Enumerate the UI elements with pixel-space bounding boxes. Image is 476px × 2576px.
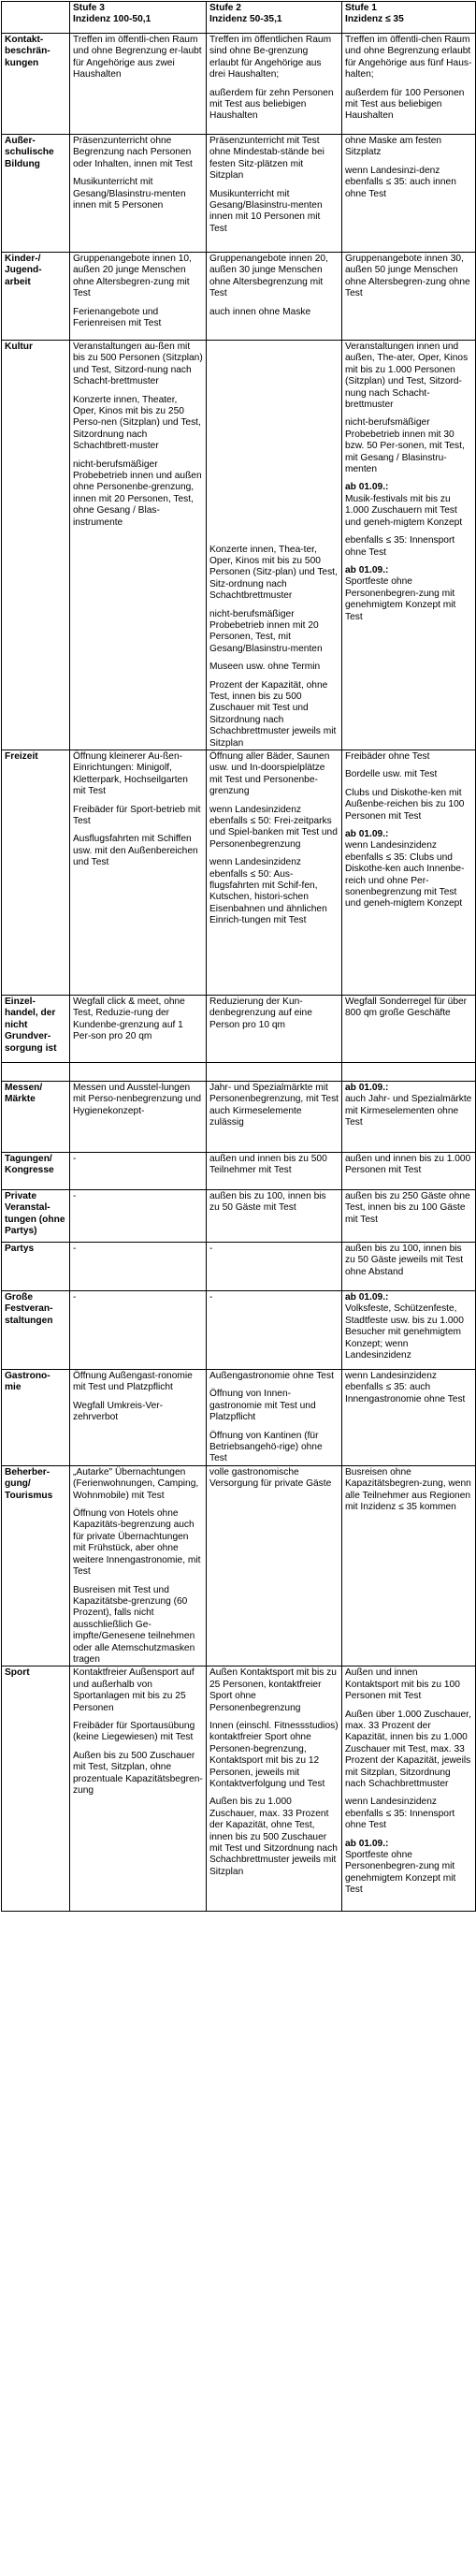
cell-text: Wegfall Sonderregel für über 800 qm große Geschäfte	[345, 997, 468, 1019]
cell-text: Präsenzunterricht mit Test ohne Mindestab-stände bei festen Sitz-plätzen mit Sitzplan	[209, 136, 325, 182]
table-cell	[70, 1190, 207, 1243]
cell-text: Treffen im öffentli-chen Raum und ohne Begrenzung er-laubt für Angehörige aus zwei Haushalten	[73, 35, 202, 80]
cell-text: Museen usw. ohne Termin	[209, 662, 321, 673]
spacer-row	[2, 1063, 476, 1082]
table-cell	[70, 1465, 207, 1666]
table-row	[2, 1243, 476, 1291]
cell-text: ebenfalls ≤ 35: Innensport ohne Test	[345, 535, 455, 558]
row-label: Tagungen/ Kongresse	[2, 1153, 70, 1190]
date-marker: ab 01.09.:	[345, 482, 389, 493]
cell-text: -	[209, 1244, 213, 1254]
table-cell	[207, 1666, 342, 1912]
cell-text: Treffen im öffentlichen Raum sind ohne Be-grenzung erlaubt für Angehörige aus drei Haushalten;	[209, 35, 332, 80]
table-cell	[342, 1370, 476, 1466]
row-label: Kultur	[2, 341, 70, 750]
table-cell	[207, 1082, 342, 1153]
table-cell	[207, 1190, 342, 1243]
cell-text: Jahr- und Spezialmärkte mit Personenbegrenzung, mit Test auch Kirmeselemente zulässig	[209, 1083, 339, 1128]
cell-text: Innen (einschl. Fitnessstudios) kontaktfreier Sport ohne Personen-begrenzung, Kontaktsport mit bis zu 12 Personen, jeweils mit Kontaktverfolgung und Test	[209, 1720, 339, 1789]
cell-text: Bordelle usw. mit Test	[345, 769, 438, 780]
cell-text: Gruppenangebote innen 20, außen 30 junge Menschen ohne Altersbegrenzung mit Test	[209, 254, 328, 299]
cell-text: Öffnung aller Bäder, Saunen usw. und In-doorspielplätze mit Test und Personenbe-grenzung	[209, 751, 330, 797]
cell-text: Außen Kontaktsport mit bis zu 25 Personen, kontaktfreier Sport ohne Personenbegrenzung	[209, 1667, 337, 1713]
cell-text: Gruppenangebote innen 10, außen 20 junge Menschen ohne Altersbegren-zung mit Test	[73, 254, 192, 299]
cell-text: Veranstaltungen au-ßen mit bis zu 500 Personen (Sitzplan) und Test, Sitzord-nung nach Schacht-brettmuster	[73, 342, 203, 387]
cell-text: Veranstaltungen innen und außen, The-ater, Oper, Kinos mit bis zu 1.000 Personen (Sitzplan) und Test, Sitzord-nung nach Schacht-brettmuster	[345, 342, 469, 411]
table-cell	[342, 750, 476, 996]
row-label: Einzel-handel, der nicht Grundver-sorgung ist	[2, 996, 70, 1063]
table-cell	[207, 135, 342, 253]
cell-text: Busreisen mit Test und Kapazitätsbe-grenzung (60 Prozent), falls nicht ausschließlich Ge-impfte/Genesene teilnehmen oder alle Atemschutzmasken tragen	[73, 1584, 195, 1665]
cell-text: außen und innen bis zu 1.000 Personen mit Test	[345, 1154, 471, 1176]
cell-text: außen bis zu 250 Gäste ohne Test, innen bis zu 100 Gäste mit Test	[345, 1191, 470, 1225]
table-cell	[70, 253, 207, 341]
cell-text: Musikunterricht mit Gesang/Blasinstru-menten innen mit 5 Personen	[73, 177, 186, 211]
cell-text: Konzerte innen, Theater, Oper, Kinos mit bis zu 250 Perso-nen (Sitzplan) und Test, Sitzordnung nach Schachtbrett-muster	[73, 394, 201, 452]
table-cell	[207, 1465, 342, 1666]
cell-text: wenn Landesinzidenz ebenfalls ≤ 35: auch Innengastronomie ohne Test	[345, 1371, 466, 1404]
table-row	[2, 341, 476, 750]
table-cell	[70, 1666, 207, 1912]
table-cell	[70, 1243, 207, 1291]
cell-text: Prozent der Kapazität, ohne Test, innen bis zu 500 Zuschauer mit Test und Sitzordnung nach Schachbrettmuster jeweils mit Sitzplan	[209, 679, 337, 749]
table-cell	[70, 1082, 207, 1153]
table-row	[2, 996, 476, 1063]
cell-text: Volksfeste, Schützenfeste, Stadtfeste usw. bis zu 1.000 Besucher mit genehmigtem Konzept; wenn Landesinzidenz	[345, 1303, 464, 1361]
cell-text: Außen und innen Kontaktsport mit bis zu 100 Personen mit Test	[345, 1667, 460, 1702]
table-row	[2, 34, 476, 135]
cell-text: außen und innen bis zu 500 Teilnehmer mit Test	[209, 1154, 327, 1176]
row-label: Große Festveran-staltungen	[2, 1291, 70, 1370]
row-label: Gastrono-mie	[2, 1370, 70, 1466]
cell-text: nicht-berufsmäßiger Probebetrieb innen und außen ohne Personenbe-grenzung, innen mit 20 Personen, Test, ohne Gesang / Blas-instrumente	[73, 458, 202, 528]
table-cell	[70, 1291, 207, 1370]
table-cell	[342, 1153, 476, 1190]
row-label: Beherber-gung/ Tourismus	[2, 1465, 70, 1666]
row-label: Messen/ Märkte	[2, 1082, 70, 1153]
cell-text: außen bis zu 100, innen bis zu 50 Gäste jeweils mit Test ohne Abstand	[345, 1244, 464, 1277]
cell-text: Öffnung Außengast-ronomie mit Test und Platzpflicht	[73, 1371, 193, 1393]
table-cell	[207, 750, 342, 996]
header-stufe-2-title: Stufe 2	[209, 3, 241, 13]
spacer-cell	[70, 1063, 207, 1082]
table-row	[2, 1666, 476, 1912]
header-stufe-1-title: Stufe 1	[345, 3, 377, 13]
table-cell	[207, 1370, 342, 1466]
table-cell	[342, 1465, 476, 1666]
measures-table	[1, 1, 476, 1912]
spacer-cell	[342, 1063, 476, 1082]
cell-text: volle gastronomische Versorgung für private Gäste	[209, 1466, 332, 1490]
table-row	[2, 1370, 476, 1466]
date-marker: ab 01.09.:	[345, 1838, 389, 1849]
header-stufe-2-incidence: Inzidenz 50-35,1	[209, 14, 282, 25]
table-cell	[342, 1082, 476, 1153]
cell-text: außerdem für 100 Personen mit Test aus beliebigen Haushalten	[345, 87, 465, 122]
table-row	[2, 135, 476, 253]
cell-text: Öffnung von Kantinen (für Betriebsangehö-rige) ohne Test	[209, 1430, 323, 1464]
cell-text: Außengastronomie ohne Test	[209, 1371, 334, 1381]
cell-text: -	[73, 1154, 77, 1164]
date-marker: ab 01.09.:	[345, 1292, 389, 1303]
table-row	[2, 1190, 476, 1243]
table-cell	[207, 341, 342, 750]
cell-text: ohne Maske am festen Sitzplatz	[345, 136, 442, 158]
cell-text: Treffen im öffentli-chen Raum und ohne Begrenzung erlaubt für Angehörige aus fünf Haus-halten;	[345, 35, 472, 80]
cell-text: Öffnung kleinerer Au-ßen-Einrichtungen: Minigolf, Kletterpark, Hochseilgarten mit Test	[73, 751, 188, 797]
cell-text: wenn Landesinzidenz ebenfalls ≤ 50: Aus-flugsfahrten mit Schif-fen, Kutschen, histori-schen Eisenbahnen und ähnlichen Einrich-tungen mit Test	[209, 857, 327, 926]
cell-text: wenn Landesinzidenz ebenfalls ≤ 35: Innensport ohne Test	[345, 1797, 455, 1831]
cell-text: Musik-festivals mit bis zu 1.000 Zuschauern mit Test und geneh-migtem Konzept	[345, 493, 463, 528]
cell-text: -	[73, 1292, 77, 1303]
row-label: Private Veranstal-tungen (ohne Partys)	[2, 1190, 70, 1243]
table-row	[2, 1291, 476, 1370]
document-page	[0, 1, 476, 2576]
table-cell	[207, 996, 342, 1063]
cell-text: Außen bis zu 1.000 Zuschauer, max. 33 Prozent der Kapazität, ohne Test, innen bis zu 500 Zuschauer mit Test und Sitzordnung nach Schachbrettmuster jeweils mit Sitzplan	[209, 1797, 338, 1877]
table-cell	[207, 1291, 342, 1370]
header-row	[2, 2, 476, 34]
cell-text: wenn Landesinzidenz ebenfalls ≤ 50: Frei-zeitparks und Spiel-banken mit Test und Personenbegrenzung	[209, 804, 338, 850]
cell-text: Präsenzunterricht ohne Begrenzung nach Personen oder Inhalten, innen mit Test	[73, 136, 193, 169]
cell-text: -	[73, 1191, 77, 1201]
cell-text: außen bis zu 100, innen bis zu 50 Gäste mit Test	[209, 1191, 326, 1214]
table-row	[2, 1153, 476, 1190]
header-stufe-3-incidence: Inzidenz 100-50,1	[73, 14, 151, 25]
cell-text: Wegfall Umkreis-Ver-zehrverbot	[73, 1400, 164, 1423]
table-cell	[342, 135, 476, 253]
table-cell	[70, 34, 207, 135]
cell-text: auch Jahr- und Spezialmärkte mit Kirmeselementen ohne Test	[345, 1094, 472, 1128]
date-marker: ab 01.09.:	[345, 829, 389, 840]
row-label: Sport	[2, 1666, 70, 1912]
cell-text: -	[73, 1244, 77, 1254]
cell-text: Clubs und Diskothe-ken mit Außenbe-reichen bis zu 100 Personen mit Test	[345, 787, 465, 822]
cell-text: Reduzierung der Kun-denbegrenzung auf eine Person pro 10 qm	[209, 997, 312, 1030]
cell-text: Außen bis zu 500 Zuschauer mit Test, Sitzplan, ohne prozentuale Kapazitätsbegren-zung	[73, 1750, 203, 1796]
table-cell	[70, 996, 207, 1063]
cell-text: auch innen ohne Maske	[209, 306, 311, 317]
table-cell	[207, 253, 342, 341]
table-cell	[342, 341, 476, 750]
cell-text: Konzerte innen, Thea-ter, Oper, Kinos mit bis zu 500 Personen (Sitz-plan) und Test, Sitz-ordnung nach Schachtbrettmuster	[209, 544, 338, 602]
table-cell	[70, 750, 207, 996]
date-marker: ab 01.09.:	[345, 564, 389, 575]
table-row	[2, 1465, 476, 1666]
header-stufe-3	[70, 2, 207, 34]
cell-text: wenn Landesinzidenz ebenfalls ≤ 35: Clubs und Diskothe-ken auch Innenbe-reich und ohne Per-sonenbegrenzung mit Test und geneh-migtem Konzept	[345, 840, 465, 910]
cell-text: Öffnung von Hotels ohne Kapazitäts-begrenzung auch für private Übernachtungen mit Frühstück, aber ohne weitere Innengastronomie, mit Test	[73, 1508, 201, 1578]
row-label: Außer-schulische Bildung	[2, 135, 70, 253]
table-cell	[342, 1666, 476, 1912]
table-cell	[70, 1370, 207, 1466]
cell-text: -	[209, 1292, 213, 1303]
table-cell	[342, 34, 476, 135]
table-row	[2, 1082, 476, 1153]
table-cell	[342, 1291, 476, 1370]
spacer-cell	[207, 1063, 342, 1082]
cell-text: Musikunterricht mit Gesang/Blasinstru-menten innen mit 10 Personen mit Test	[209, 188, 323, 234]
cell-text: Kontaktfreier Außensport auf und außerhalb von Sportanlagen mit bis zu 25 Personen	[73, 1667, 195, 1713]
cell-text: wenn Landesinzi-denz ebenfalls ≤ 35: auch innen ohne Test	[345, 165, 456, 199]
cell-text: Busreisen ohne Kapazitätsbegren-zung, wenn alle Teilnehmer aus Regionen mit Inzidenz ≤ 35 kommen	[345, 1466, 471, 1513]
row-label: Kinder-/ Jugend-arbeit	[2, 253, 70, 341]
table-cell	[342, 1243, 476, 1291]
row-label: Partys	[2, 1243, 70, 1291]
header-stufe-1	[342, 2, 476, 34]
cell-text: Ferienangebote und Ferienreisen mit Test	[73, 306, 162, 329]
table-row	[2, 253, 476, 341]
cell-text: Sportfeste ohne Personenbegren-zung mit genehmigtem Konzept mit Test	[345, 1850, 456, 1896]
table-cell	[207, 1153, 342, 1190]
table-cell	[207, 1243, 342, 1291]
row-label: Kontakt-beschrän-kungen	[2, 34, 70, 135]
header-stufe-3-title: Stufe 3	[73, 3, 105, 13]
table-cell	[342, 253, 476, 341]
cell-text: Sportfeste ohne Personenbegren-zung mit genehmigtem Konzept mit Test	[345, 576, 456, 622]
cell-text: Freibäder für Sportausübung (keine Liegewiesen) mit Test	[73, 1720, 195, 1743]
cell-text: Öffnung von Innen-gastronomie mit Test und Platzpflicht	[209, 1389, 316, 1423]
date-marker: ab 01.09.:	[345, 1083, 389, 1093]
table-cell	[70, 135, 207, 253]
spacer-cell	[2, 1063, 70, 1082]
cell-text: „Autarke" Übernachtungen (Ferienwohnungen, Camping, Wohnmobile) mit Test	[73, 1466, 199, 1501]
cell-text: außerdem für zehn Personen mit Test aus beliebigen Haushalten	[209, 87, 334, 122]
header-corner	[2, 2, 70, 34]
cell-text: nicht-berufsmäßiger Probebetrieb innen mit 20 Personen, Test, mit Gesang/Blasinstru-menten	[209, 608, 323, 654]
cell-text: Messen und Ausstel-lungen mit Perso-nenbegrenzung und Hygienekonzept-	[73, 1083, 202, 1116]
header-stufe-2	[207, 2, 342, 34]
cell-text: nicht-berufsmäßiger Probebetrieb innen mit 30 bzw. 50 Per-sonen, mit Test, mit Gesang / Blasinstru-menten	[345, 417, 465, 475]
table-cell	[70, 1153, 207, 1190]
table-row	[2, 750, 476, 996]
cell-text: Wegfall click & meet, ohne Test, Reduzie-rung der Kundenbe-grenzung auf 1 Per-son pro 20 qm	[73, 997, 185, 1042]
cell-text: Freibäder für Sport-betrieb mit Test	[73, 804, 201, 827]
table-cell	[342, 996, 476, 1063]
row-label: Freizeit	[2, 750, 70, 996]
cell-text: Ausflugsfahrten mit Schiffen usw. mit den Außenbereichen und Test	[73, 834, 198, 868]
table-cell	[342, 1190, 476, 1243]
cell-text: Außen über 1.000 Zuschauer, max. 33 Prozent der Kapazität, innen bis zu 1.000 Zuschauer mit Test, max. 33 Prozent der Kapazität, jeweils mit Sitzplan, Sitzordnung nach Schachbrettmuster	[345, 1709, 471, 1789]
cell-text: Freibäder ohne Test	[345, 751, 430, 762]
cell-text: Gruppenangebote innen 30, außen 50 junge Menschen ohne Altersbegren-zung ohne Test	[345, 254, 470, 299]
header-stufe-1-incidence: Inzidenz ≤ 35	[345, 14, 404, 25]
table-cell	[70, 341, 207, 750]
table-cell	[207, 34, 342, 135]
table-body	[2, 34, 476, 1912]
